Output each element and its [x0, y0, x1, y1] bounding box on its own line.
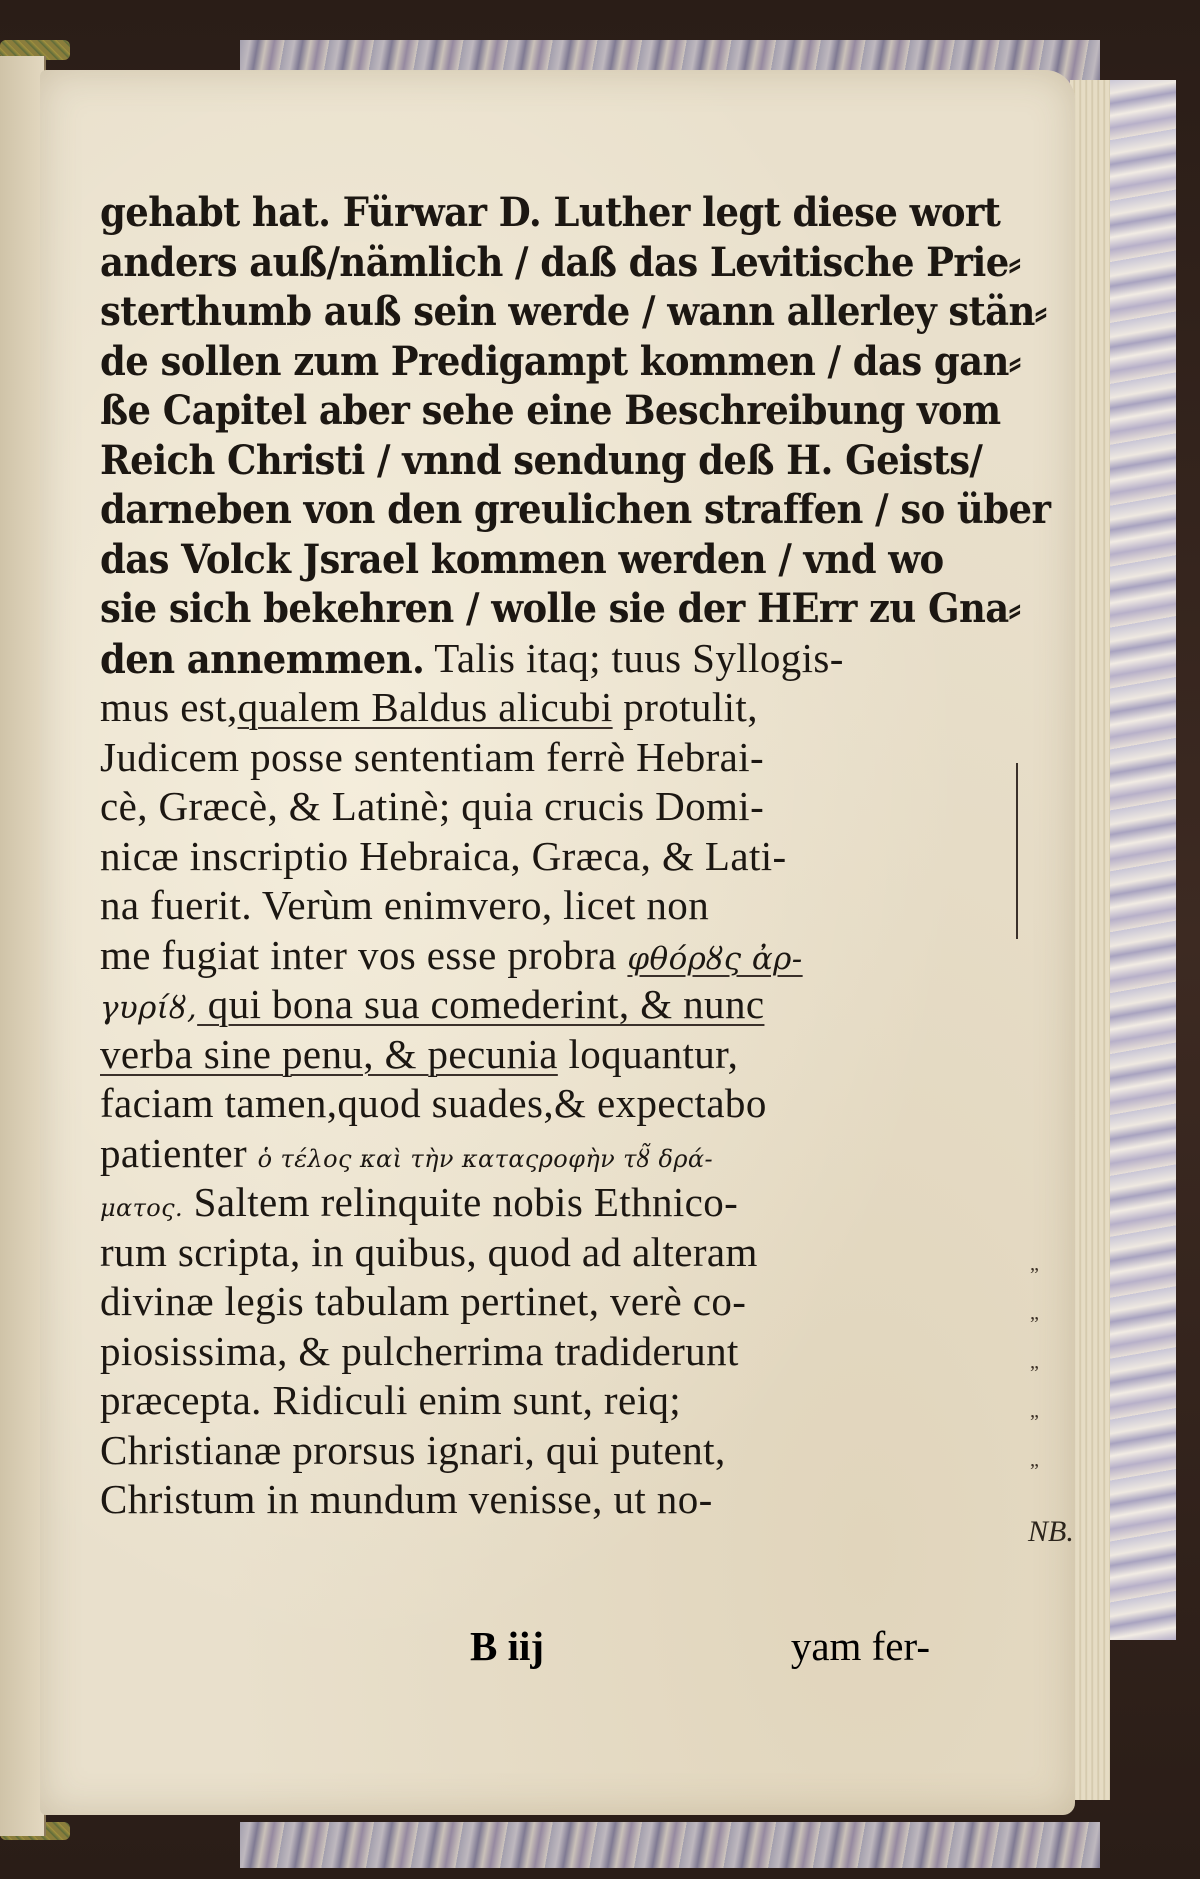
text-line: divinæ legis tabulam pertinet, verè co-	[100, 1278, 747, 1324]
page-text	[100, 188, 1051, 1525]
latin-fragment: protulit,	[612, 684, 758, 730]
text-line: faciam tamen,quod suades,& expectabo	[100, 1080, 767, 1126]
text-line: Judicem posse sententiam ferrè Hebrai-	[100, 733, 765, 780]
text-line: Christum in mundum venisse, ut no-	[100, 1476, 713, 1522]
text-line: rum scripta, in quibus, quod ad alteram	[100, 1228, 758, 1275]
text-line: nicæ inscriptio Hebraica, Græca, & Lati-	[100, 832, 787, 879]
margin-tick: „	[1030, 1400, 1039, 1422]
margin-note: NB.	[1028, 1515, 1074, 1548]
text-line: na fuerit. Verùm enimvero, licet non	[100, 882, 710, 928]
text-line: cè, Græcè, & Latinè; quia crucis Domi-	[100, 783, 765, 829]
page-edges	[1070, 80, 1110, 1800]
text-line: anders auß/nämlich / daß das Levitische Prie⸗	[100, 237, 1021, 286]
marbled-endpaper-bottom	[240, 1822, 1100, 1868]
latin-fragment: Saltem relinquite nobis Ethnico-	[183, 1179, 739, 1225]
signature-mark: B iij	[470, 1623, 545, 1669]
greek-phrase: γυρίȣ,	[100, 990, 198, 1026]
text-line: darneben von den greulichen straffen / so über	[100, 485, 1051, 533]
latin-fragment: patienter	[100, 1129, 258, 1176]
latin-fragment: Talis itaq; tuus Syllogis-	[424, 634, 844, 681]
underlined-phrase: qualem Baldus alicubi	[237, 684, 613, 730]
underlined-phrase: verba sine penu, & pecunia	[100, 1030, 558, 1077]
margin-tick: „	[1030, 1302, 1039, 1324]
text-line	[100, 1178, 930, 1228]
latin-fragment: me fugiat inter vos esse probra	[100, 931, 628, 978]
text-line: sterthumb auß sein werde / wann allerley stän⸗	[100, 287, 1047, 335]
text-line: sie sich bekehren / wolle sie der HErr zu Gna⸗	[100, 584, 1021, 632]
text-line	[100, 1129, 930, 1179]
text-line	[100, 634, 930, 684]
underlined-phrase: qui bona sua comederint, & nunc	[197, 981, 765, 1027]
text-line: Christianæ prorsus ignari, qui putent,	[100, 1426, 726, 1473]
text-line: Reich Christi / vnnd sendung deß H. Geists/	[100, 435, 983, 484]
margin-ticks	[1030, 1240, 1039, 1485]
text-line: ße Capitel aber sehe eine Beschreibung vom	[100, 386, 1001, 434]
margin-bracket	[1016, 763, 1026, 939]
margin-tick: „	[1030, 1351, 1039, 1373]
greek-phrase: ματος.	[100, 1194, 184, 1222]
text-line: piosissima, & pulcherrima tradiderunt	[100, 1327, 739, 1374]
text-line	[100, 931, 930, 981]
fraktur-fragment: den annemmen.	[100, 634, 425, 683]
text-line	[100, 683, 930, 733]
text-line	[100, 980, 930, 1030]
latin-fragment: loquantur,	[557, 1030, 739, 1077]
text-line: gehabt hat. Fürwar D. Luther legt diese wort	[100, 188, 1001, 236]
catchword: yam fer-	[790, 1623, 930, 1669]
marbled-endpaper-right	[1106, 80, 1176, 1640]
latin-fragment: mus est,	[100, 684, 238, 730]
margin-tick: „	[1030, 1253, 1039, 1275]
margin-tick: „	[1030, 1449, 1039, 1471]
greek-phrase: φθόρȣς ἀρ-	[627, 940, 803, 977]
text-line: de sollen zum Predigampt kommen / das gan⸗	[100, 336, 1021, 385]
signature-line	[100, 1622, 930, 1672]
text-line: das Volck Jsrael kommen werden / vnd wo	[100, 534, 944, 583]
text-line: præcepta. Ridiculi enim sunt, reiq;	[100, 1377, 682, 1423]
greek-phrase: ὁ τέλος καὶ τὴν καταςροφὴν τȣ̃ δρά-	[257, 1144, 713, 1173]
text-line	[100, 1030, 930, 1080]
